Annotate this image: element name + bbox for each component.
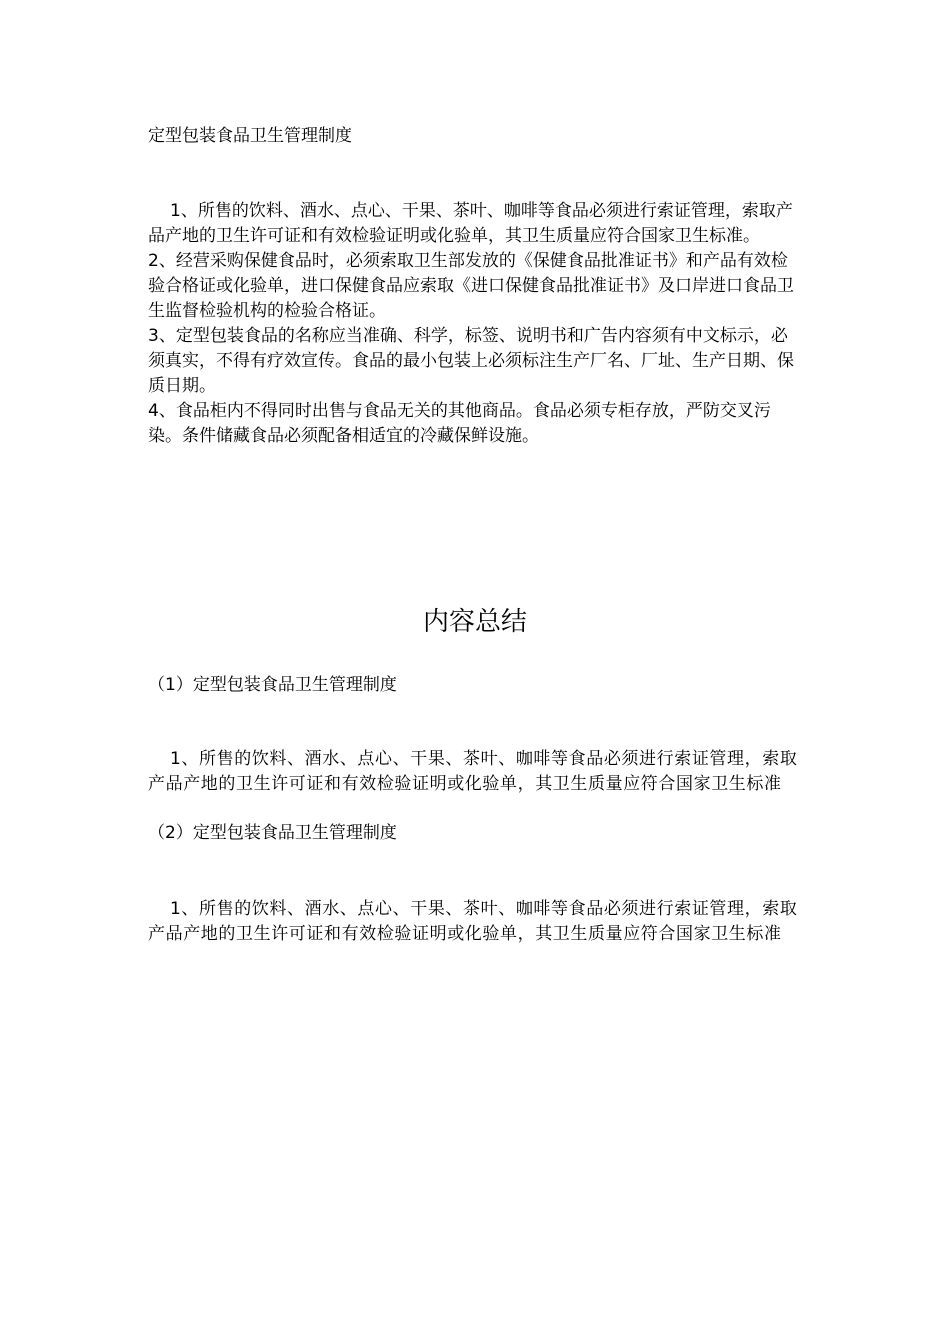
summary-item-1-text: 1、所售的饮料、酒水、点心、干果、茶叶、咖啡等食品必须进行索证管理，索取产品产地的卫生许可证和有效检验证明或化验单，其卫生质量应符合国家卫生标准 [148, 749, 798, 794]
body-paragraph-3: 3、定型包装食品的名称应当准确、科学，标签、说明书和广告内容须有中文标示，必须真实，不得有疗效宣传。食品的最小包装上必须标注生产厂名、厂址、生产日期、保质日期。 [148, 326, 794, 396]
summary-item-2-title [148, 821, 803, 846]
summary-heading: 内容总结 [422, 607, 527, 637]
summary-item-1-body [148, 747, 803, 797]
document-title-text: 定型包装食品卫生管理制度 [148, 126, 352, 146]
summary-item-1-title [148, 673, 803, 698]
body-paragraph-1: 1、所售的饮料、酒水、点心、干果、茶叶、咖啡等食品必须进行索证管理，索取产品产地的卫生许可证和有效检验证明或化验单，其卫生质量应符合国家卫生标准。 [148, 201, 793, 246]
document-title [148, 124, 803, 149]
summary-item-2-text: 1、所售的饮料、酒水、点心、干果、茶叶、咖啡等食品必须进行索证管理，索取产品产地的卫生许可证和有效检验证明或化验单，其卫生质量应符合国家卫生标准 [148, 899, 798, 944]
body-paragraph-4: 4、食品柜内不得同时出售与食品无关的其他商品。食品必须专柜存放，严防交叉污染。条件储藏食品必须配备相适宜的冷藏保鲜设施。 [148, 401, 771, 446]
body-paragraph-2: 2、经营采购保健食品时，必须索取卫生部发放的《保健食品批准证书》和产品有效检验合格证或化验单，进口保健食品应索取《进口保健食品批准证书》及口岸进口食品卫生监督检验机构的检验合格证。 [148, 251, 794, 321]
summary-item-1-title-text: （1）定型包装食品卫生管理制度 [148, 675, 397, 695]
document-body [148, 199, 803, 449]
summary-item-2-body [148, 897, 803, 947]
summary-item-2-title-text: （2）定型包装食品卫生管理制度 [148, 823, 397, 843]
